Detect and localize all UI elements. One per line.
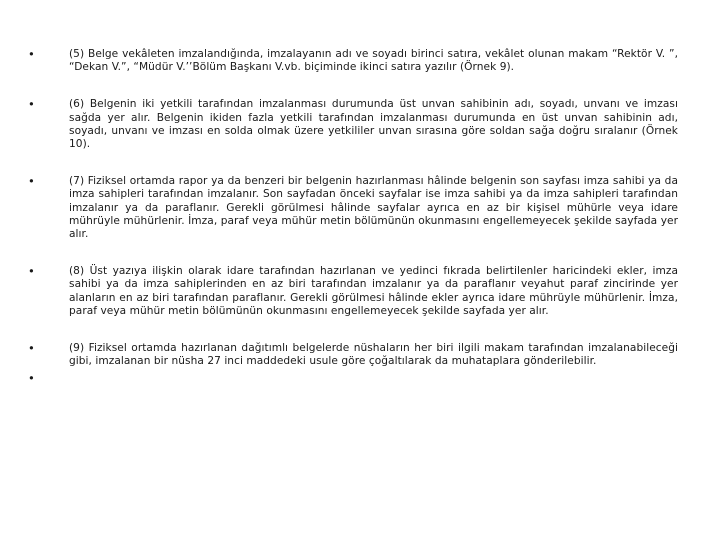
list-item [28,175,678,241]
list-item [28,372,678,385]
bullet-list [28,48,678,386]
list-item [28,48,678,74]
paragraph-6: (6) Belgenin iki yetkili tarafından imzalanması durumunda üst unvan sahibinin adı, soyadı, unvanı ve imzası sağda yer alır. Belgenin ikiden fazla yetkili tarafından imzalanması durumunda en üst unvan sahibinin adı, soyadı, unvanı ve imzası en solda olmak üzere yetkililer unvan sırasına göre soldan sağa doğru sıralanır (Örnek 10). [69,98,678,151]
bullet-icon: • [28,341,35,356]
paragraph-8: (8) Üst yazıya ilişkin olarak idare tarafından hazırlanan ve yedinci fıkrada belirtilenler haricindeki ekler, imza sahibi ya da imza sahiplerinden en az biri tarafından imzalanır ya da paraflanır veyahut paraf zincirinde yer alanların en az biri tarafından paraflanır. Gerekli görülmesi hâlinde ekler ayrıca idare mührüyle mühürlenir. İmza, paraf veya mühür metin bölümünün okunmasını engellemeyecek şekilde sayfada yer alır. [69,265,678,317]
paragraph-9: (9) Fiziksel ortamda hazırlanan dağıtımlı belgelerde nüshaların her biri ilgili makam tarafından imzalanabileceği gibi, imzalanan bir nüsha 27 inci maddedeki usule göre çoğaltılarak da muhataplara gönderilebilir. [69,342,678,368]
bullet-icon: • [28,371,35,386]
bullet-icon: • [28,264,35,279]
paragraph-5: (5) Belge vekâleten imzalandığında, imzalayanın adı ve soyadı birinci satıra, vekâlet olunan makam “Rektör V. ”, “Dekan V.”, “Müdür V.’’Bölüm Başkanı V.vb. biçiminde ikinci satıra yazılır (Örnek 9). [69,48,678,74]
bullet-icon: • [28,97,35,112]
empty-paragraph [69,372,678,385]
bullet-icon: • [28,47,35,61]
list-item [28,265,678,318]
list-item [28,98,678,151]
bullet-icon: • [28,174,35,189]
list-item [28,342,678,368]
paragraph-7: (7) Fiziksel ortamda rapor ya da benzeri bir belgenin hazırlanması hâlinde belgenin son sayfası imza sahibi ya da imza sahipleri tarafından imzalanır. Son sayfadan önceki sayfalar ise imza sahibi ya da imza sahipleri tarafından imzalanır ya da paraflanır. Gerekli görülmesi hâlinde sayfalar ayrıca en az bir kişisel mühürle veya idare mührüyle mühürlenir. İmza, paraf veya mühür metin bölümünün okunmasını engellemeyecek şekilde sayfada yer alır. [69,175,678,241]
